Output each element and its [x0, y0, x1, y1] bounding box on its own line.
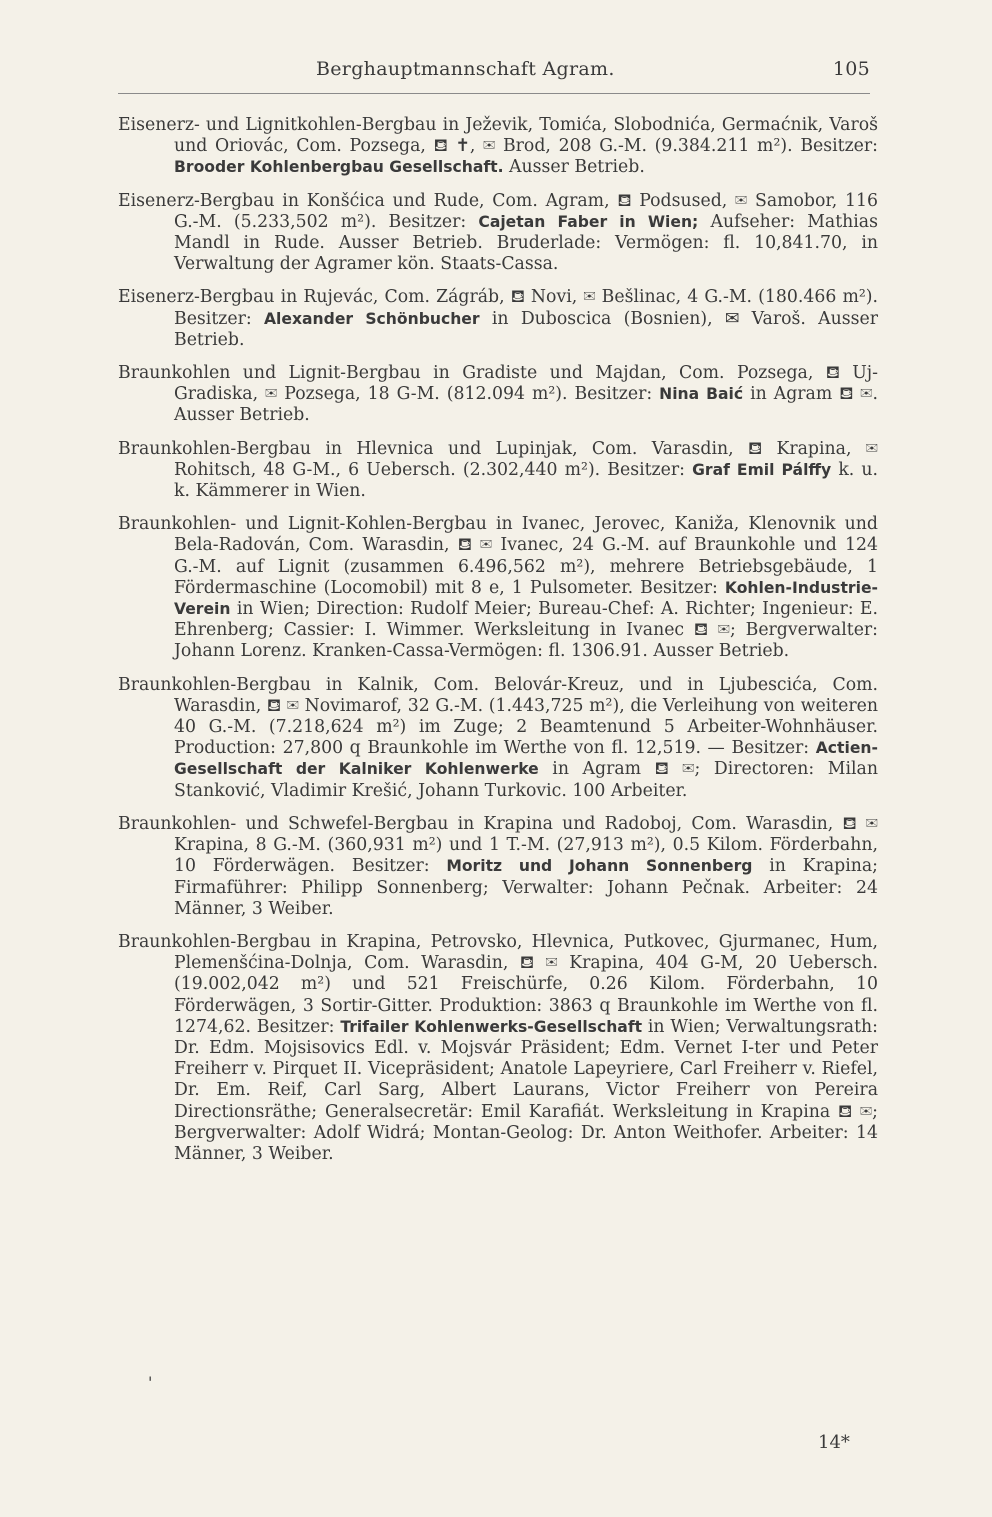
- entry-eisenerz-jezevik: [118, 115, 878, 179]
- owner-name: Nina Baić: [659, 385, 744, 404]
- entry-text: Braunkohlen-Bergbau in Hlevnica und Lupinjak, Com. Varasdin, ⛾ Krapina, ✉ Rohitsch, 48 G-M., 6 Uebersch. (2.302,440 m²). Besitzer:: [118, 438, 878, 480]
- owner-name: Alexander Schönbucher: [263, 309, 480, 328]
- entry-eisenerz-konscica: [118, 191, 878, 276]
- page-header: [118, 58, 870, 88]
- owner-name: Trifailer Kohlenwerks-Gesellschaft: [340, 1017, 643, 1036]
- running-title: Berghauptmannschaft Agram.: [316, 58, 615, 80]
- entry-text: Braunkohlen-Bergbau in Krapina, Petrovsko, Hlevnica, Putkovec, Gjurmanec, Hum, Plemenšćina-Dolnja, Com. Warasdin, ⛾ ✉ Krapina, 404 G-M, 20 Uebersch. (19.002,042 m²) und 521 Freischürfe, 0.26 Kilom. Förderbahn, 10 Förderwägen, 3 Sortir-Gitter. Produktion: 3863 q Braunkohle im Werthe von fl. 1274,62. Besitzer:: [118, 931, 878, 1037]
- owner-name: Moritz und Johann Sonnenberg: [446, 857, 753, 876]
- entry-braunkohlen-gradiste: [118, 363, 878, 427]
- entries-list: [118, 115, 878, 1177]
- entry-text: Aufseher: Mathias Mandl in Rude. Ausser Betrieb. Bruderlade: Vermögen: fl. 10,841.70, in Verwaltung der Agramer kön. Staats-Cassa.: [174, 211, 878, 275]
- entry-braunkohlen-krapina-trifail: [118, 932, 878, 1165]
- owner-name: Graf Emil Pálffy: [692, 460, 832, 479]
- entry-text: Eisenerz-Bergbau in Konšćica und Rude, Com. Agram, ⛾ Podsused, ✉ Samobor, 116 G.-M. (5.233,502 m²). Besitzer:: [118, 190, 878, 232]
- entry-text: Besitzer:: [800, 136, 878, 157]
- entry-text: Braunkohlen-Bergbau in Kalnik, Com. Belovár-Kreuz, und in Ljubescića, Com. Warasdin, ⛾ ✉ Novimarof, 32 G.-M. (1.443,725 m²), die Verleihung von weiteren 40 G.-M. (7.218,624 m²) im Zuge; 2 Beamtenund 5 Arbeiter-Wohnhäuser. Production: 27,800 q Braunkohle im Werthe von fl. 12,519. — Besitzer:: [118, 674, 878, 759]
- entry-text: Eisenerz-Bergbau in Rujevác, Com. Zágráb, ⛾ Novi, ✉ Bešlinac, 4 G.-M. (180.466 m²). Besitzer:: [118, 287, 878, 329]
- entry-text: in Wien; Direction: Rudolf Meier; Bureau-Chef: A. Richter; Ingenieur: E. Ehrenberg; Cassier: I. Wimmer. Werksleitung in Ivanec ⛾ ✉; Bergverwalter: Johann Lorenz. Kranken-Cassa-Vermögen: fl. 1306.91. Ausser Betrieb.: [174, 599, 878, 662]
- entry-text: in Duboscica (Bosnien), ✉ Varoš. Ausser Betrieb.: [174, 308, 878, 350]
- entry-braunkohlen-hlevnica: [118, 439, 878, 503]
- owner-name: Brooder Kohlenbergbau Gesellschaft.: [174, 158, 504, 177]
- entry-text: Eisenerz- und Lignitkohlen-Bergbau in Ježevik, Tomića, Slobodnića, Germaćnik, Varoš und Oriovác, Com. Pozsega, ⛾ ✝, ✉ Brod, 208 G.-M. (9.384.211 m²).: [118, 115, 878, 157]
- entry-eisenerz-rujevac: [118, 287, 878, 351]
- page-number: 105: [832, 58, 870, 80]
- entry-braunkohlen-ivanec: [118, 514, 878, 662]
- entry-text: in Wien; Verwaltungsrath: Dr. Edm. Mojsisovics Edl. v. Mojsvár Präsident; Edm. Vernet I-ter und Peter Freiherr v. Pirquet II. Vicepräsident; Anatole Lapeyriere, Carl Freiherr v. Riefel, Dr. Em. Reif, Carl Sarg, Albert Laurans, Victor Freiherr von Pereira Directionsräthe; Generalsecretär: Emil Karafiát. Werksleitung in Krapina ⛾ ✉; Bergverwalter: Adolf Widrá; Montan-Geolog: Dr. Anton Weithofer. Arbeiter: 14 Männer, 3 Weiber.: [174, 1016, 878, 1164]
- owner-name: Kohlen-Industrie-Verein: [174, 578, 878, 619]
- header-rule: [118, 93, 870, 94]
- entry-text: in Agram ⛾ ✉. Ausser Betrieb.: [174, 384, 878, 426]
- entry-text: in Agram ⛾ ✉; Directoren: Milan Stanković, Vladimir Krešić, Johann Turkovic. 100 Arbeiter.: [174, 759, 878, 801]
- entry-text: Braunkohlen- und Lignit-Kohlen-Bergbau in Ivanec, Jerovec, Kaniža, Klenovnik und Bela-Radován, Com. Warasdin, ⛾ ✉ Ivanec, 24 G.-M. auf Braunkohle und 124 G.-M. auf Lignit (zusammen 6.496,562 m²), mehrere Betriebsgebäude, 1 Fördermaschine (Locomobil) mit 8 e, 1 Pulsometer. Besitzer:: [118, 514, 878, 598]
- entry-braunkohlen-kalnik: [118, 675, 878, 802]
- entry-text: Braunkohlen- und Schwefel-Bergbau in Krapina und Radoboj, Com. Warasdin, ⛾ ✉ Krapina, 8 G.-M. (360,931 m²) und 1 T.-M. (27,913 m²), 0.5 Kilom. Förderbahn, 10 Förderwägen. Besitzer:: [118, 813, 878, 877]
- entry-text: Braunkohlen und Lignit-Bergbau in Gradiste und Majdan, Com. Pozsega, ⛾ Uj-Gradiska, ✉ Pozsega, 18 G-M. (812.094 m²). Besitzer:: [118, 363, 878, 405]
- entry-text: Ausser Betrieb.: [503, 157, 645, 178]
- entry-braunkohlen-krapina-radoboj: [118, 814, 878, 920]
- owner-name: Actien-Gesellschaft der Kalniker Kohlenwerke: [174, 739, 878, 779]
- entry-text: in Krapina; Firmaführer: Philipp Sonnenberg; Verwalter: Johann Pečnak. Arbeiter: 24 Männer, 3 Weiber.: [174, 856, 878, 919]
- margin-mark: ': [148, 1373, 153, 1392]
- signature-mark: 14*: [818, 1432, 850, 1453]
- owner-name: Cajetan Faber in Wien;: [478, 212, 699, 231]
- entry-text: k. u. k. Kämmerer in Wien.: [174, 459, 879, 502]
